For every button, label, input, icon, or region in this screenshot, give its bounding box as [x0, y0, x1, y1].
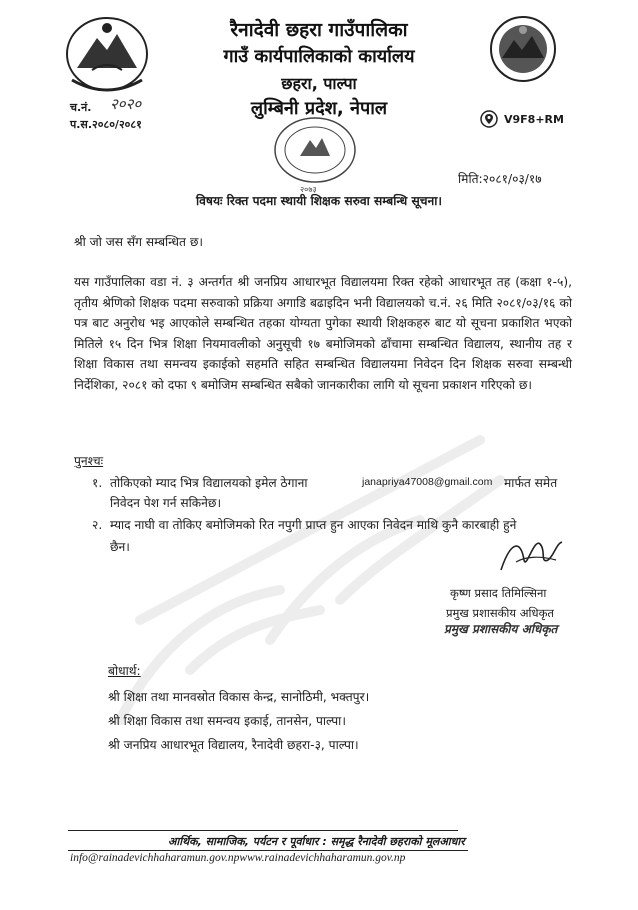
signatory-name: कृष्ण प्रसाद तिमिल्सिना: [450, 586, 547, 600]
salutation: श्री जो जस सँग सम्बन्धित छ।: [74, 235, 204, 249]
signatory-title-stamp: प्रमुख प्रशासकीय अधिकृत: [444, 622, 558, 636]
note-2-text: म्याद नाघी वा तोकिए बमोजिमको रित नपुगी प्राप्त हुन आएका निवेदन माथि कुनै कारबाही हुने: [110, 518, 517, 532]
letter-date: मिति:२०८१/०३/१७: [458, 172, 542, 186]
footer-contact[interactable]: info@rainadevichhaharamun.gov.npwww.rainadevichhaharamun.gov.np: [70, 852, 406, 864]
signature: [496, 530, 566, 578]
ref-number-value: २०२०: [110, 95, 142, 113]
note-2-number: २.: [92, 518, 103, 532]
letter-subject: विषयः रिक्त पदमा स्थायी शिक्षक सरुवा सम्बन्धि सूचना।: [195, 194, 443, 208]
body-paragraph: यस गाउँपालिका वडा नं. ३ अन्तर्गत श्री जनप्रिय आधारभूत विद्यालयमा रिक्त रहेको आधारभूत तह (कक्षा १-५), तृतीय श्रेणिको शिक्षक पदमा सरुवाको प्रक्रिया अगाडि बढाइदिन भनी विद्यालयको च.नं. २६ मिति २०८१/०३/१६ को पत्र बाट अनुरोध भइ आएकोले सम्बन्धित तहका योग्यता पुगेका स्थायी शिक्षकहरु बाट यो सूचना प्रकाशित भएको मितिले १५ दिन भित्र शिक्षा नियमावलीको अनुसूची १७ बमोजिमको ढाँचामा सम्बन्धित विद्यालय, स्थानीय तह र शिक्षा विकास तथा समन्वय इकाईको सहमति सहित सम्बन्धित विद्यालयमा निवेदन दिन शिक्षक सरुवा सम्बन्धी निर्देशिका, २०८१ को दफा ९ बमोजिम सम्बन्धित सबैको जानकारीका लागि यो सूचना प्रकाशन गरिएको छ।: [74, 275, 572, 392]
note-1-line2: निवेदन पेश गर्न सकिनेछ।: [110, 496, 222, 510]
province-country: लुम्बिनी प्रदेश, नेपाल: [250, 98, 388, 119]
office-name: गाउँ कार्यपालिकाको कार्यालय: [223, 46, 415, 67]
fiscal-year: प.स.२०८०/२०८१: [70, 118, 142, 131]
ref-number-label: च.नं.: [70, 101, 92, 114]
cc-heading: बोधार्थ:: [108, 664, 141, 678]
footer-slogan: आर्थिक, सामाजिक, पर्यटन र पूर्वाधार : समृद्ध रैनादेवी छहराको मूलआधार: [168, 835, 465, 848]
signatory-title: प्रमुख प्रशासकीय अधिकृत: [446, 606, 554, 620]
stamp-year: २०७३: [300, 185, 317, 194]
cc-item: श्री शिक्षा तथा मानवस्रोत विकास केन्द्र, सानोठिमी, भक्तपुर।: [108, 690, 370, 704]
office-stamp: [270, 112, 360, 192]
note-1-text-end: मार्फत समेत: [504, 476, 558, 490]
municipality-emblem-logo: [488, 14, 558, 84]
location-pin-icon: [480, 110, 498, 128]
note-2-line2: छैन।: [110, 540, 130, 554]
location-code: V9F8+RM: [504, 112, 564, 126]
note-1-number: १.: [92, 476, 103, 490]
municipality-name: रैनादेवी छहरा गाउँपालिका: [230, 19, 408, 41]
cc-item: श्री जनप्रिय आधारभूत विद्यालय, रैनादेवी छहरा-३, पाल्पा।: [108, 738, 359, 752]
note-1-text: तोकिएको म्याद भित्र विद्यालयको इमेल ठेगाना: [110, 476, 308, 490]
footer-divider: [68, 830, 458, 831]
footer-divider: [68, 850, 468, 851]
location-code-block: [480, 110, 564, 128]
office-address: छहरा, पाल्पा: [281, 74, 357, 93]
notes-heading: पुनश्चः: [74, 454, 104, 468]
cc-item: श्री शिक्षा विकास तथा समन्वय इकाई, तानसेन, पाल्पा।: [108, 714, 346, 728]
school-email: janapriya47008@gmail.com: [362, 476, 493, 488]
